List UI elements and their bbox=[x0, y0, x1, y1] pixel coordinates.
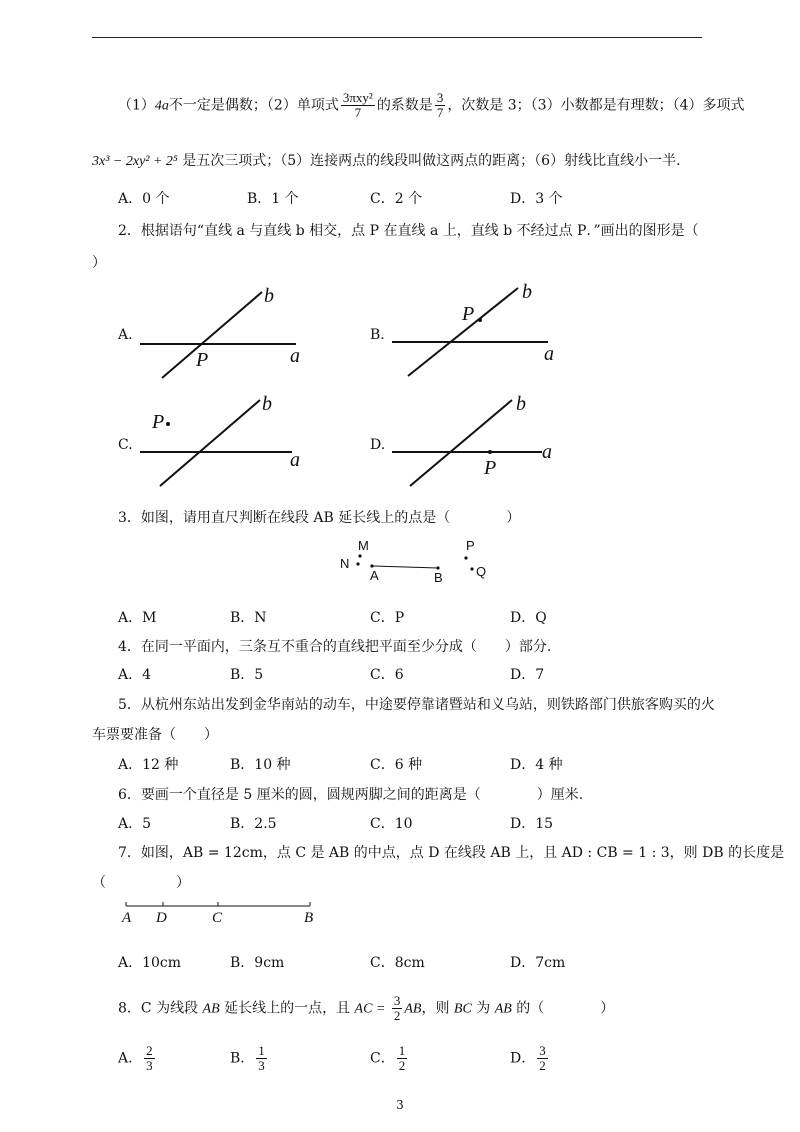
q1-line2: 3x³ − 2xy² + 2⁵ 是五次三项式；（5）连接两点的线段叫做这两点的距离；（6）射线比直线小一半. bbox=[92, 153, 681, 169]
label-p: P bbox=[196, 349, 209, 371]
q7-line1: 7．如图，AB = 12cm，点 C 是 AB 的中点，点 D 在线段 AB 上，且 AD : CB = 1 : 3，则 DB 的长度是 bbox=[118, 845, 785, 861]
q8-option-c: C． $\frac{1}{2}$ bbox=[370, 1043, 406, 1073]
label-a: a bbox=[542, 441, 552, 463]
point-q-dot bbox=[470, 567, 473, 570]
point-m-dot bbox=[358, 554, 361, 557]
fig-d-diagram bbox=[392, 392, 572, 492]
point-p-dot bbox=[488, 450, 492, 454]
q5-option-d: D．4 种 bbox=[510, 757, 563, 773]
q7-option-c: C．8cm bbox=[370, 955, 425, 971]
q7-line2: （ ） bbox=[92, 875, 190, 891]
q3-option-a: A．M bbox=[118, 610, 157, 626]
label-a: a bbox=[544, 343, 554, 365]
q8-option-b: B． $\frac{1}{3}$ bbox=[230, 1043, 265, 1073]
label-c: C bbox=[212, 910, 223, 926]
q7-option-b: B．9cm bbox=[230, 955, 285, 971]
q6-option-a: A．5 bbox=[118, 816, 152, 832]
line-b bbox=[410, 400, 512, 486]
label-p: P bbox=[484, 457, 497, 479]
point-p-dot bbox=[478, 318, 482, 322]
point-p-dot bbox=[166, 422, 170, 426]
polynomial: 3x³ − 2xy² + 2⁵ bbox=[92, 154, 178, 169]
q6-option-d: D．15 bbox=[510, 816, 554, 832]
q4-text: 4．在同一平面内，三条互不重合的直线把平面至少分成（ ）部分. bbox=[118, 639, 552, 655]
q6-option-c: C．10 bbox=[370, 816, 413, 832]
fig-d-letter: D. bbox=[370, 437, 386, 453]
fig-c-letter: C. bbox=[118, 437, 133, 453]
q8-fraction: $\frac{3}{2}$ bbox=[393, 993, 401, 1023]
line-b bbox=[408, 288, 518, 376]
q4-option-c: C．6 bbox=[370, 667, 404, 683]
line-b bbox=[162, 292, 262, 378]
label-a: A bbox=[370, 568, 379, 583]
label-b: b bbox=[264, 285, 274, 307]
q2-line2: ） bbox=[92, 255, 106, 271]
q4-option-d: D．7 bbox=[510, 667, 545, 683]
q1-option-d: D．3 个 bbox=[510, 191, 563, 207]
q4-option-a: A．4 bbox=[118, 667, 152, 683]
q7-option-d: D．7cm bbox=[510, 955, 566, 971]
q1-option-b: B．1 个 bbox=[247, 191, 299, 207]
point-p-dot bbox=[464, 556, 467, 559]
header-rule bbox=[92, 37, 702, 38]
q5-option-c: C．6 种 bbox=[370, 757, 423, 773]
q5-line2: 车票要准备（ ） bbox=[92, 727, 218, 743]
label-n: N bbox=[340, 556, 350, 571]
q5-line1: 5．从杭州东站出发到金华南站的动车，中途要停靠诸暨站和义乌站，则铁路部门供旅客购买的火 bbox=[118, 697, 715, 713]
q3-option-d: D．Q bbox=[510, 610, 547, 626]
q2-line1: 2．根据语句“直线 a 与直线 b 相交，点 P 在直线 a 上，直线 b 不经过点 P．”画出的图形是（ bbox=[118, 223, 699, 239]
q1-option-c: C．2 个 bbox=[370, 191, 423, 207]
q3-option-b: B．N bbox=[230, 610, 267, 626]
label-a: A bbox=[122, 910, 132, 926]
q6-option-b: B．2.5 bbox=[230, 816, 277, 832]
q8-option-a: A． $\frac{2}{3}$ bbox=[118, 1043, 153, 1073]
q3-figure bbox=[338, 536, 498, 586]
q3-text: 3．如图，请用直尺判断在线段 AB 延长线上的点是（ ） bbox=[118, 510, 521, 526]
q7-figure bbox=[118, 898, 328, 928]
q1-line1: （1）4a不一定是偶数；（2）单项式 $\frac{\text{3πxy²}}{7}$ 的系数是 $\frac{3}{7}$ ，次数是 3；（3）小数都是有理数；（4）多项式 bbox=[118, 90, 745, 120]
point-n-dot bbox=[356, 562, 359, 565]
q5-option-a: A．12 种 bbox=[118, 757, 179, 773]
q8-option-d: D． $\frac{3}{2}$ bbox=[510, 1043, 546, 1073]
q8-text: 8．C 为线段 AB 延长线上的一点，且 AC = $\frac{3}{2}$ AB，则 BC 为 AB 的（ ） bbox=[118, 993, 615, 1023]
monomial-fraction: $\frac{\text{3πxy²}}{7}$ bbox=[342, 90, 373, 120]
q3-option-c: C．P bbox=[370, 610, 405, 626]
label-b: B bbox=[304, 910, 314, 926]
q5-option-b: B．10 种 bbox=[230, 757, 291, 773]
label-m: M bbox=[358, 538, 369, 553]
label-p: P bbox=[462, 303, 475, 325]
label-a: a bbox=[290, 449, 300, 471]
fig-b-letter: B. bbox=[370, 327, 385, 343]
label-p: P bbox=[152, 411, 165, 433]
label-q: Q bbox=[476, 564, 487, 579]
fig-b-diagram bbox=[392, 282, 572, 382]
expr-4a: 4a bbox=[154, 98, 169, 114]
line-b bbox=[160, 400, 260, 486]
label-a: a bbox=[290, 345, 300, 367]
q1-option-a: A．0 个 bbox=[118, 191, 170, 207]
label-b: b bbox=[516, 393, 526, 415]
fig-c-diagram bbox=[140, 392, 320, 492]
q4-option-b: B．5 bbox=[230, 667, 264, 683]
segment-ab bbox=[372, 566, 438, 568]
coefficient-fraction: $\frac{3}{7}$ bbox=[436, 90, 444, 120]
page-number: 3 bbox=[396, 1098, 404, 1112]
label-d: D bbox=[156, 910, 167, 926]
q7-option-a: A．10cm bbox=[118, 955, 182, 971]
label-b: b bbox=[522, 281, 532, 303]
fig-a-diagram bbox=[140, 282, 320, 382]
fig-a-letter: A. bbox=[118, 327, 133, 343]
label-b: B bbox=[434, 570, 443, 585]
label-p: P bbox=[466, 538, 475, 553]
label-b: b bbox=[262, 393, 272, 415]
q6-text: 6．要画一个直径是 5 厘米的圆，圆规两脚之间的距离是（ ）厘米. bbox=[118, 787, 584, 803]
